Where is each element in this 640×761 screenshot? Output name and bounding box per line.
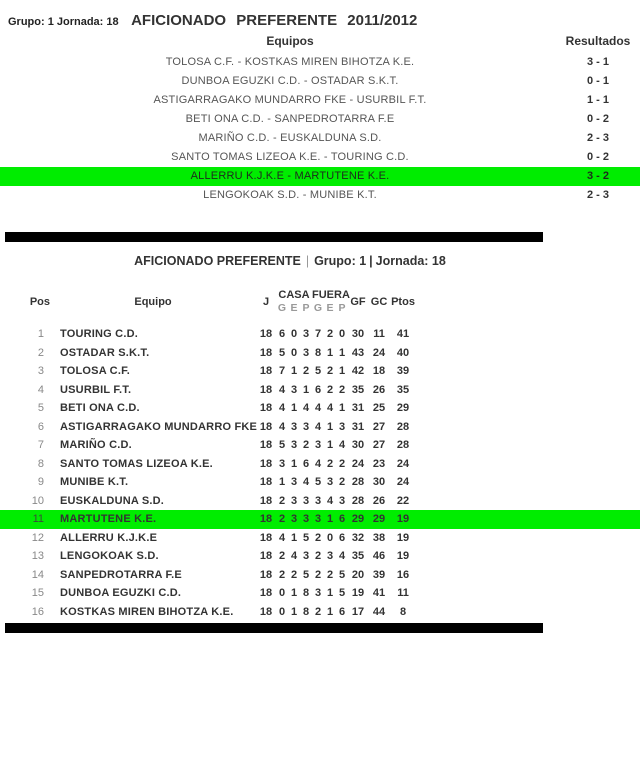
goals-for-cell: 20 bbox=[351, 568, 365, 581]
position-cell: 16 bbox=[31, 605, 44, 618]
away-draws-cell: 1 bbox=[326, 439, 334, 451]
col-header-fuera-p: P bbox=[338, 302, 346, 314]
goals-against-cell: 38 bbox=[372, 531, 386, 544]
goals-for-cell: 35 bbox=[351, 383, 365, 396]
match-row bbox=[0, 186, 640, 205]
away-draws-cell: 1 bbox=[326, 587, 334, 599]
goals-against-cell: 44 bbox=[372, 605, 386, 618]
home-wins-cell: 2 bbox=[278, 494, 286, 507]
played-cell: 18 bbox=[259, 457, 273, 470]
standings-title bbox=[0, 254, 580, 269]
goals-against-cell: 26 bbox=[372, 494, 386, 507]
match-row bbox=[0, 167, 640, 186]
position-cell: 14 bbox=[31, 568, 44, 581]
home-wins-cell: 6 bbox=[278, 328, 286, 340]
away-wins-cell: 4 bbox=[314, 457, 322, 470]
table-row bbox=[0, 399, 640, 418]
points-cell: 16 bbox=[396, 568, 410, 581]
away-losses-cell: 5 bbox=[338, 568, 346, 581]
group-jornada-label: Grupo: 1 Jornada: 18 bbox=[8, 16, 119, 28]
col-header-fuera-g: G bbox=[313, 302, 323, 314]
points-cell: 19 bbox=[396, 531, 410, 544]
goals-for-cell: 31 bbox=[351, 420, 365, 433]
home-wins-cell: 5 bbox=[278, 346, 286, 359]
away-losses-cell: 6 bbox=[336, 510, 348, 529]
goals-for-cell: 32 bbox=[351, 531, 365, 544]
table-row bbox=[0, 455, 640, 474]
match-score: 3 - 2 bbox=[586, 170, 609, 182]
home-losses-cell: 5 bbox=[302, 568, 310, 581]
filler-cell bbox=[416, 473, 640, 492]
team-cell: TOLOSA C.F. bbox=[60, 365, 131, 377]
results-header-row bbox=[0, 34, 640, 50]
title-separator: | bbox=[305, 254, 310, 268]
filler-cell bbox=[416, 510, 640, 529]
away-losses-cell: 4 bbox=[338, 439, 346, 451]
position-cell: 13 bbox=[31, 550, 44, 562]
filler-cell bbox=[416, 436, 640, 455]
separator-bar-bottom bbox=[5, 623, 543, 633]
filler-cell bbox=[416, 344, 640, 363]
goals-for-cell: 30 bbox=[351, 439, 365, 451]
away-losses-cell: 2 bbox=[338, 457, 346, 470]
goals-against-cell: 29 bbox=[368, 510, 390, 529]
col-header-fuera-e: E bbox=[326, 302, 334, 314]
position-cell: 5 bbox=[37, 402, 44, 414]
home-wins-cell: 0 bbox=[278, 605, 286, 618]
away-losses-cell: 4 bbox=[338, 550, 346, 562]
home-wins-cell: 2 bbox=[278, 550, 286, 562]
team-cell: BETI ONA C.D. bbox=[60, 402, 140, 414]
points-cell: 40 bbox=[396, 346, 410, 359]
away-wins-cell: 5 bbox=[314, 365, 322, 377]
position-cell: 6 bbox=[37, 420, 44, 433]
col-header-gc: GC bbox=[370, 295, 388, 308]
home-draws-cell: 1 bbox=[290, 402, 298, 414]
filler-cell bbox=[416, 455, 640, 474]
goals-for-cell: 35 bbox=[351, 550, 365, 562]
filler-cell bbox=[416, 603, 640, 622]
home-losses-cell: 6 bbox=[302, 457, 310, 470]
home-wins-cell: 1 bbox=[278, 476, 286, 488]
away-wins-cell: 5 bbox=[314, 476, 322, 488]
match-row bbox=[0, 72, 640, 91]
points-cell: 19 bbox=[396, 550, 410, 562]
home-draws-cell: 1 bbox=[290, 457, 298, 470]
played-cell: 18 bbox=[259, 420, 273, 433]
position-cell: 9 bbox=[37, 476, 44, 488]
points-cell: 22 bbox=[396, 494, 410, 507]
match-teams: DUNBOA EGUZKI C.D. - OSTADAR S.K.T. bbox=[181, 75, 399, 87]
home-draws-cell: 4 bbox=[290, 550, 298, 562]
home-draws-cell: 3 bbox=[290, 494, 298, 507]
home-losses-cell: 4 bbox=[302, 402, 310, 414]
match-teams: SANTO TOMAS LIZEOA K.E. - TOURING C.D. bbox=[171, 151, 409, 163]
filler-cell bbox=[416, 547, 640, 566]
away-losses-cell: 6 bbox=[338, 605, 346, 618]
team-cell: SANPEDROTARRA F.E bbox=[60, 568, 182, 581]
goals-against-cell: 25 bbox=[372, 402, 386, 414]
home-losses-cell: 8 bbox=[302, 587, 310, 599]
away-draws-cell: 3 bbox=[326, 550, 334, 562]
goals-against-cell: 41 bbox=[372, 587, 386, 599]
position-cell: 12 bbox=[31, 531, 44, 544]
played-cell: 18 bbox=[259, 328, 273, 340]
table-row bbox=[0, 473, 640, 492]
goals-for-cell: 29 bbox=[348, 510, 368, 529]
away-wins-cell: 2 bbox=[314, 550, 322, 562]
away-wins-cell: 3 bbox=[314, 494, 322, 507]
standings-section bbox=[0, 254, 640, 621]
home-draws-cell: 3 bbox=[290, 439, 298, 451]
table-row bbox=[0, 529, 640, 548]
table-row bbox=[0, 344, 640, 363]
away-wins-cell: 2 bbox=[314, 605, 322, 618]
goals-for-cell: 24 bbox=[351, 457, 365, 470]
team-cell: ALLERRU K.J.K.E bbox=[60, 531, 158, 544]
results-section bbox=[0, 34, 640, 205]
goals-against-cell: 30 bbox=[372, 476, 386, 488]
team-cell: SANTO TOMAS LIZEOA K.E. bbox=[60, 457, 213, 470]
filler-cell bbox=[416, 325, 640, 344]
away-draws-cell: 1 bbox=[324, 510, 336, 529]
table-row bbox=[0, 584, 640, 603]
col-header-ptos: Ptos bbox=[391, 295, 415, 308]
played-cell: 18 bbox=[259, 383, 273, 396]
team-cell: MUNIBE K.T. bbox=[60, 476, 129, 488]
played-cell: 18 bbox=[259, 494, 273, 507]
away-draws-cell: 1 bbox=[326, 420, 334, 433]
goals-against-cell: 46 bbox=[372, 550, 386, 562]
filler-cell bbox=[416, 529, 640, 548]
away-losses-cell: 1 bbox=[338, 346, 346, 359]
goals-for-cell: 28 bbox=[351, 494, 365, 507]
separator-bar-top bbox=[5, 232, 543, 242]
away-draws-cell: 2 bbox=[326, 365, 334, 377]
match-teams: ALLERRU K.J.K.E - MARTUTENE K.E. bbox=[190, 170, 390, 182]
away-losses-cell: 5 bbox=[338, 587, 346, 599]
position-cell: 8 bbox=[37, 457, 44, 470]
team-cell: MARTUTENE K.E. bbox=[50, 510, 256, 529]
away-draws-cell: 1 bbox=[326, 346, 334, 359]
home-losses-cell: 3 bbox=[302, 420, 310, 433]
position-cell: 3 bbox=[37, 365, 44, 377]
home-losses-cell: 3 bbox=[302, 494, 310, 507]
home-draws-cell: 1 bbox=[290, 531, 298, 544]
home-losses-cell: 3 bbox=[302, 550, 310, 562]
col-header-gf: GF bbox=[350, 295, 366, 308]
home-draws-cell: 1 bbox=[290, 587, 298, 599]
away-losses-cell: 1 bbox=[338, 365, 346, 377]
goals-against-cell: 24 bbox=[372, 346, 386, 359]
table-row bbox=[0, 381, 640, 400]
table-row bbox=[0, 418, 640, 437]
home-draws-cell: 0 bbox=[290, 328, 298, 340]
match-row bbox=[0, 91, 640, 110]
away-wins-cell: 3 bbox=[312, 510, 324, 529]
points-cell: 19 bbox=[390, 510, 416, 529]
home-wins-cell: 4 bbox=[278, 531, 286, 544]
away-losses-cell: 3 bbox=[338, 494, 346, 507]
away-losses-cell: 0 bbox=[338, 328, 346, 340]
col-header-pos: Pos bbox=[29, 295, 50, 308]
away-draws-cell: 2 bbox=[326, 383, 334, 396]
away-losses-cell: 2 bbox=[338, 383, 346, 396]
title-separator: | bbox=[369, 254, 373, 268]
match-score: 0 - 2 bbox=[586, 113, 609, 125]
home-wins-cell: 2 bbox=[278, 568, 286, 581]
match-score: 1 - 1 bbox=[586, 94, 609, 106]
away-losses-cell: 2 bbox=[338, 476, 346, 488]
table-row bbox=[0, 566, 640, 585]
home-losses-cell: 5 bbox=[302, 531, 310, 544]
played-cell: 18 bbox=[259, 346, 273, 359]
filler-cell bbox=[416, 418, 640, 437]
match-score: 3 - 1 bbox=[586, 56, 609, 68]
match-score: 0 - 2 bbox=[586, 151, 609, 163]
away-draws-cell: 2 bbox=[326, 328, 334, 340]
points-cell: 28 bbox=[396, 439, 410, 451]
away-wins-cell: 2 bbox=[314, 531, 322, 544]
match-teams: LENGOKOAK S.D. - MUNIBE K.T. bbox=[203, 189, 377, 201]
home-draws-cell: 0 bbox=[290, 346, 298, 359]
played-cell: 18 bbox=[259, 568, 273, 581]
match-score: 0 - 1 bbox=[586, 75, 609, 87]
away-draws-cell: 2 bbox=[326, 457, 334, 470]
page-header bbox=[0, 0, 640, 30]
standings-title-competition: AFICIONADO PREFERENTE bbox=[134, 254, 301, 268]
standings-table bbox=[0, 289, 640, 621]
table-row bbox=[0, 325, 640, 344]
home-losses-cell: 3 bbox=[300, 510, 312, 529]
goals-for-cell: 43 bbox=[351, 346, 365, 359]
away-wins-cell: 3 bbox=[314, 439, 322, 451]
home-wins-cell: 3 bbox=[278, 457, 286, 470]
filler-cell bbox=[416, 566, 640, 585]
table-row bbox=[0, 603, 640, 622]
col-header-casa-g: G bbox=[277, 302, 287, 314]
goals-against-cell: 27 bbox=[372, 420, 386, 433]
home-wins-cell: 4 bbox=[278, 420, 286, 433]
home-draws-cell: 2 bbox=[290, 568, 298, 581]
filler-cell bbox=[416, 399, 640, 418]
resultados-column-header: Resultados bbox=[565, 34, 631, 48]
away-wins-cell: 6 bbox=[314, 383, 322, 396]
home-wins-cell: 4 bbox=[278, 402, 286, 414]
points-cell: 41 bbox=[396, 328, 410, 340]
goals-against-cell: 39 bbox=[372, 568, 386, 581]
team-cell: ASTIGARRAGAKO MUNDARRO FKE bbox=[60, 420, 258, 433]
points-cell: 29 bbox=[396, 402, 410, 414]
points-cell: 28 bbox=[396, 420, 410, 433]
points-cell: 35 bbox=[396, 383, 410, 396]
home-losses-cell: 2 bbox=[302, 365, 310, 377]
home-losses-cell: 3 bbox=[302, 328, 310, 340]
away-wins-cell: 8 bbox=[314, 346, 322, 359]
home-wins-cell: 0 bbox=[278, 587, 286, 599]
points-cell: 24 bbox=[396, 457, 410, 470]
match-row bbox=[0, 129, 640, 148]
played-cell: 18 bbox=[259, 439, 273, 451]
away-wins-cell: 3 bbox=[314, 587, 322, 599]
home-losses-cell: 1 bbox=[302, 383, 310, 396]
goals-for-cell: 42 bbox=[351, 365, 365, 377]
away-wins-cell: 7 bbox=[314, 328, 322, 340]
page-title: AFICIONADO PREFERENTE 2011/2012 bbox=[131, 12, 418, 29]
position-cell: 1 bbox=[37, 328, 44, 340]
away-losses-cell: 3 bbox=[338, 420, 346, 433]
standings-table-body bbox=[0, 325, 640, 621]
position-cell: 7 bbox=[37, 439, 44, 451]
away-wins-cell: 4 bbox=[314, 402, 322, 414]
home-losses-cell: 3 bbox=[302, 346, 310, 359]
standings-title-jornada: Jornada: 18 bbox=[375, 254, 446, 268]
match-row bbox=[0, 110, 640, 129]
col-header-casa-e: E bbox=[290, 302, 298, 314]
played-cell: 18 bbox=[259, 365, 273, 377]
team-cell: TOURING C.D. bbox=[60, 328, 138, 340]
away-wins-cell: 2 bbox=[314, 568, 322, 581]
away-losses-cell: 6 bbox=[338, 531, 346, 544]
team-cell: MARIÑO C.D. bbox=[60, 439, 132, 451]
played-cell: 18 bbox=[259, 587, 273, 599]
points-cell: 24 bbox=[396, 476, 410, 488]
match-list bbox=[0, 53, 640, 205]
filler-cell bbox=[416, 362, 640, 381]
home-draws-cell: 3 bbox=[290, 420, 298, 433]
home-wins-cell: 2 bbox=[276, 510, 288, 529]
goals-against-cell: 26 bbox=[372, 383, 386, 396]
home-wins-cell: 7 bbox=[278, 365, 286, 377]
away-losses-cell: 1 bbox=[338, 402, 346, 414]
position-cell: 11 bbox=[0, 510, 50, 529]
goals-for-cell: 17 bbox=[351, 605, 365, 618]
team-cell: OSTADAR S.K.T. bbox=[60, 346, 150, 359]
away-draws-cell: 4 bbox=[326, 402, 334, 414]
goals-against-cell: 23 bbox=[372, 457, 386, 470]
match-score: 2 - 3 bbox=[586, 132, 609, 144]
table-row bbox=[0, 547, 640, 566]
match-teams: TOLOSA C.F. - KOSTKAS MIREN BIHOTZA K.E. bbox=[165, 56, 415, 68]
goals-for-cell: 30 bbox=[351, 328, 365, 340]
table-row bbox=[0, 436, 640, 455]
points-cell: 8 bbox=[399, 605, 407, 618]
home-draws-cell: 1 bbox=[290, 605, 298, 618]
played-cell: 18 bbox=[259, 605, 273, 618]
equipos-column-header: Equipos bbox=[266, 34, 314, 48]
away-draws-cell: 2 bbox=[326, 568, 334, 581]
goals-for-cell: 19 bbox=[351, 587, 365, 599]
away-draws-cell: 3 bbox=[326, 476, 334, 488]
position-cell: 2 bbox=[37, 346, 44, 359]
col-header-fuera: FUERA bbox=[312, 289, 350, 301]
played-cell: 18 bbox=[259, 531, 273, 544]
away-draws-cell: 4 bbox=[326, 494, 334, 507]
goals-for-cell: 28 bbox=[351, 476, 365, 488]
match-row bbox=[0, 53, 640, 72]
filler-cell bbox=[416, 492, 640, 511]
home-losses-cell: 4 bbox=[302, 476, 310, 488]
played-cell: 18 bbox=[256, 510, 276, 529]
played-cell: 18 bbox=[259, 550, 273, 562]
away-wins-cell: 4 bbox=[314, 420, 322, 433]
match-teams: BETI ONA C.D. - SANPEDROTARRA F.E bbox=[185, 113, 395, 125]
col-header-equipo: Equipo bbox=[134, 295, 172, 308]
header-spacer bbox=[0, 315, 640, 325]
goals-for-cell: 31 bbox=[351, 402, 365, 414]
home-draws-cell: 3 bbox=[288, 510, 300, 529]
table-row bbox=[0, 510, 640, 529]
played-cell: 18 bbox=[259, 476, 273, 488]
col-header-filler bbox=[416, 289, 640, 315]
position-cell: 15 bbox=[31, 587, 44, 599]
home-losses-cell: 8 bbox=[302, 605, 310, 618]
home-draws-cell: 1 bbox=[290, 365, 298, 377]
table-row bbox=[0, 362, 640, 381]
position-cell: 4 bbox=[37, 383, 44, 396]
goals-against-cell: 27 bbox=[372, 439, 386, 451]
filler-cell bbox=[416, 381, 640, 400]
standings-title-group: Grupo: 1 bbox=[314, 254, 367, 268]
match-teams: MARIÑO C.D. - EUSKALDUNA S.D. bbox=[198, 132, 382, 144]
team-cell: DUNBOA EGUZKI C.D. bbox=[60, 587, 182, 599]
team-cell: USURBIL F.T. bbox=[60, 383, 132, 396]
position-cell: 10 bbox=[31, 494, 44, 507]
col-header-casa: CASA bbox=[278, 289, 310, 301]
away-draws-cell: 0 bbox=[326, 531, 334, 544]
filler-cell bbox=[416, 584, 640, 603]
played-cell: 18 bbox=[259, 402, 273, 414]
home-draws-cell: 3 bbox=[290, 476, 298, 488]
match-row bbox=[0, 148, 640, 167]
standings-table-header bbox=[0, 289, 640, 325]
points-cell: 39 bbox=[396, 365, 410, 377]
team-cell: EUSKALDUNA S.D. bbox=[60, 494, 165, 507]
team-cell: KOSTKAS MIREN BIHOTZA K.E. bbox=[60, 605, 234, 618]
home-draws-cell: 3 bbox=[290, 383, 298, 396]
table-row bbox=[0, 492, 640, 511]
points-cell: 11 bbox=[397, 587, 409, 599]
match-score: 2 - 3 bbox=[586, 189, 609, 201]
col-header-j: J bbox=[262, 295, 270, 308]
home-wins-cell: 5 bbox=[278, 439, 286, 451]
goals-against-cell: 18 bbox=[372, 365, 386, 377]
col-header-casa-p: P bbox=[302, 302, 310, 314]
home-losses-cell: 2 bbox=[302, 439, 310, 451]
team-cell: LENGOKOAK S.D. bbox=[60, 550, 159, 562]
home-wins-cell: 4 bbox=[278, 383, 286, 396]
away-draws-cell: 1 bbox=[326, 605, 334, 618]
goals-against-cell: 11 bbox=[373, 328, 385, 340]
match-teams: ASTIGARRAGAKO MUNDARRO FKE - USURBIL F.T. bbox=[153, 94, 427, 106]
